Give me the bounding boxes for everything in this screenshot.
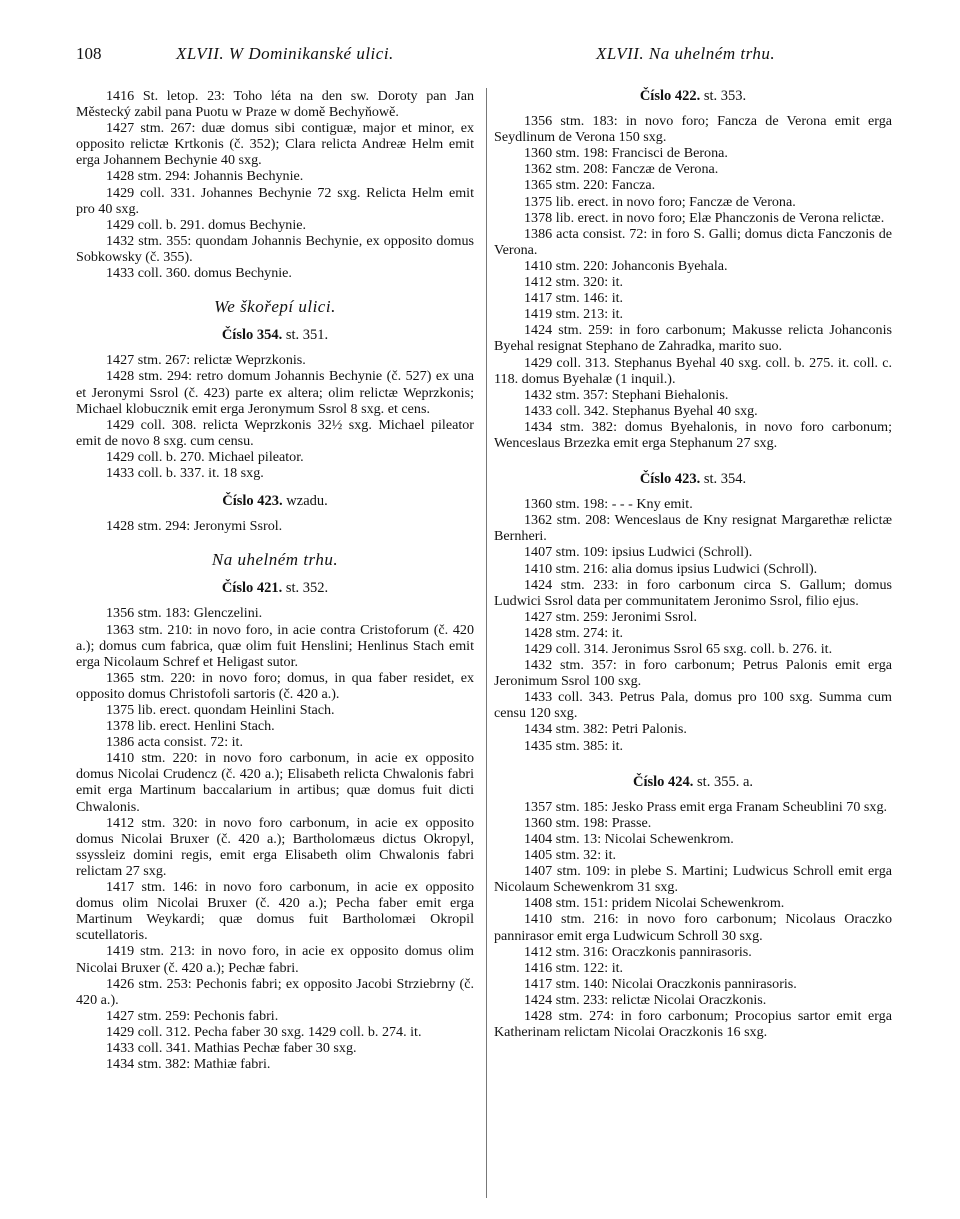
entry: 1410 stm. 216: in novo foro carbonum; Nicolaus Oraczko pannirasor emit erga Ludwicum Schroll 30 sxg. <box>494 911 892 944</box>
entry: 1433 coll. b. 337. it. 18 sxg. <box>106 464 264 481</box>
entry: 1427 stm. 267: duæ domus sibi contiguæ, major et minor, ex opposito relictæ Krtkonis (č. 352); Clara relicta Andreæ Helm emit erga Johannem Bechynie 40 sxg. <box>76 120 474 169</box>
entry: 1429 coll. b. 291. domus Bechynie. <box>106 216 307 233</box>
entry: 1427 stm. 259: Pechonis fabri. <box>106 1007 279 1024</box>
entry: 1378 lib. erect. in novo foro; Elæ Phanczonis de Verona relictæ. <box>524 209 885 226</box>
house-st: st. 355. a. <box>697 773 754 790</box>
left-column <box>76 88 474 1072</box>
entry: 1429 coll. 314. Jeronimus Ssrol 65 sxg. coll. b. 276. it. <box>524 641 833 657</box>
house-number: Číslo 423. <box>639 471 701 488</box>
spacer <box>494 754 892 762</box>
entry: 1434 stm. 382: Petri Palonis. <box>524 721 687 738</box>
entry: 1412 stm. 320: it. <box>524 274 624 291</box>
entry: 1404 stm. 13: Nicolai Schewenkrom. <box>524 830 734 847</box>
entry: 1356 stm. 183: Glenczelini. <box>106 605 263 622</box>
entry: 1433 coll. 342. Stephanus Byehal 40 sxg. <box>524 402 758 419</box>
entry: 1362 stm. 208: Wenceslaus de Kny resignat Margarethæ relictæ Bernheri. <box>494 512 892 545</box>
entry: 1434 stm. 382: domus Byehalonis, in novo foro carbonum; Wenceslaus Brzezka emit erga Stephanum 27 sxg. <box>494 418 892 451</box>
running-title-right: XLVII. Na uhelném trhu. <box>596 44 776 63</box>
entry: 1428 stm. 294: retro domum Johannis Bechynie (č. 527) ex una et Jeronymi Ssrol (č. 423) parte ex altera; olim relictæ Weprzkonis; Michael klobucznik emit erga Jeronymum Ssrol 8 sxg. et cens. <box>76 368 474 417</box>
house-heading <box>494 774 892 790</box>
entry: 1434 stm. 382: Mathiæ fabri. <box>106 1056 271 1073</box>
entry: 1429 coll. 308. relicta Weprzkonis 32½ sxg. Michael pileator emit de novo 8 sxg. cum censu. <box>76 416 474 449</box>
page-header <box>76 44 894 68</box>
entry: 1432 stm. 357: in foro carbonum; Petrus Palonis emit erga Jeronimum Ssrol 100 sxg. <box>494 657 892 690</box>
house-number: Číslo 423. <box>222 493 283 510</box>
house-st: st. 351. <box>285 327 329 344</box>
entry: 1424 stm. 233: in foro carbonum circa S. Gallum; domus Ludwici Ssrol data per communitatem Jeronimo Ssrol, filio ejus. <box>494 576 892 609</box>
entry: 1433 coll. 341. Mathias Pechæ faber 30 sxg. <box>106 1039 357 1056</box>
entry: 1419 stm. 213: in novo foro, in acie ex opposito domus olim Nicolai Bruxer (č. 420 a.); Pechæ fabri. <box>76 943 474 976</box>
column-divider <box>486 88 487 1198</box>
entry: 1405 stm. 32: it. <box>524 847 617 864</box>
house-number: Číslo 421. <box>221 580 283 597</box>
entry: 1410 stm. 220: in novo foro carbonum, in acie ex opposito domus Nicolai Crudencz (č. 420 a.); Elisabeth relicta Chwalonis fabri emit erga Martinum baccalarium in artibus; quæ domus fuit dicti Chwalonis. <box>76 750 474 815</box>
entry: 1424 stm. 259: in foro carbonum; Makusse relicta Johanconis Byehal resignat Stephano de Zahradka, marito suo. <box>494 322 892 355</box>
page-number: 108 <box>76 44 102 63</box>
entry: 1360 stm. 198: - - - Kny emit. <box>524 496 693 513</box>
entry: 1432 stm. 357: Stephani Biehalonis. <box>524 386 729 403</box>
entry: 1362 stm. 208: Fanczæ de Verona. <box>524 161 719 178</box>
entry: 1417 stm. 146: it. <box>524 290 624 307</box>
house-number: Číslo 422. <box>639 88 701 104</box>
entry: 1427 stm. 267: relictæ Weprzkonis. <box>106 352 306 369</box>
entry: 1410 stm. 220: Johanconis Byehala. <box>524 257 728 274</box>
entry: 1357 stm. 185: Jesko Prass emit erga Franam Scheublini 70 sxg. <box>524 798 888 815</box>
entry: 1375 lib. erect. in novo foro; Fanczæ de Verona. <box>524 193 796 210</box>
entry: 1407 stm. 109: ipsius Ludwici (Schroll). <box>524 544 753 561</box>
entry: 1427 stm. 259: Jeronimi Ssrol. <box>524 608 698 625</box>
house-st: st. 353. <box>703 88 747 104</box>
house-heading <box>76 327 474 343</box>
section-title: Na uhelném trhu. <box>211 550 339 570</box>
entry: 1360 stm. 198: Francisci de Berona. <box>524 145 728 162</box>
house-heading <box>76 493 474 509</box>
entry: 1428 stm. 294: Jeronymi Ssrol. <box>106 518 283 535</box>
entry: 1428 stm. 274: in foro carbonum; Procopius sartor emit erga Katherinam relictam Nicolai Oraczkonis 16 sxg. <box>494 1007 892 1041</box>
entry: 1428 stm. 294: Johannis Bechynie. <box>106 168 304 185</box>
entry: 1386 acta consist. 72: in foro S. Galli; domus dicta Fanczonis de Verona. <box>494 225 892 258</box>
entry: 1429 coll. 312. Pecha faber 30 sxg. 1429 coll. b. 274. it. <box>106 1023 422 1040</box>
entry: 1429 coll. 313. Stephanus Byehal 40 sxg. coll. b. 275. it. coll. c. 118. domus Byehalæ (1 inquil.). <box>494 354 892 387</box>
entry: 1375 lib. erect. quondam Heinlini Stach. <box>106 702 335 718</box>
entry: 1433 coll. 360. domus Bechynie. <box>106 265 292 282</box>
intro-entries <box>76 88 474 281</box>
entry: 1363 stm. 210: in novo foro, in acie contra Cristoforum (č. 420 a.); domus cum fabrica, quæ olim fuit Henslini; Henlinus Stach emit erga Nicolaum Schref et Heligast sutor. <box>76 621 474 670</box>
entry: 1408 stm. 151: pridem Nicolai Schewenkrom. <box>524 895 785 912</box>
right-column <box>494 88 892 1040</box>
entry: 1429 coll. 331. Johannes Bechynie 72 sxg. Relicta Helm emit pro 40 sxg. <box>76 184 474 217</box>
entry: 1365 stm. 220: in novo foro; domus, in qua faber residet, ex opposito domus Christofoli sartoris (č. 420 a.). <box>76 669 474 702</box>
house-number: Číslo 354. <box>221 327 283 344</box>
spacer <box>494 451 892 459</box>
entry: 1378 lib. erect. Henlini Stach. <box>106 718 275 735</box>
entry: 1410 stm. 216: alia domus ipsius Ludwici (Schroll). <box>524 560 818 577</box>
entry: 1407 stm. 109: in plebe S. Martini; Ludwicus Schroll emit erga Nicolaum Schewenkrom 31 sxg. <box>494 863 892 896</box>
entry: 1426 stm. 253: Pechonis fabri; ex opposito Jacobi Strziebrny (č. 420 a.). <box>76 975 474 1008</box>
entry: 1433 coll. 343. Petrus Pala, domus pro 100 sxg. Summa cum censu 120 sxg. <box>494 689 892 722</box>
entry: 1356 stm. 183: in novo foro; Fancza de Verona emit erga Seydlinum de Verona 150 sxg. <box>494 113 892 146</box>
house-number: Číslo 424. <box>632 773 694 790</box>
entry: 1417 stm. 140: Nicolai Oraczkonis pannirasoris. <box>524 975 797 992</box>
entry: 1365 stm. 220: Fancza. <box>524 177 656 194</box>
entry: 1424 stm. 233: relictæ Nicolai Oraczkonis. <box>524 991 767 1008</box>
house-heading <box>494 471 892 487</box>
house-st: st. 352. <box>285 580 329 597</box>
entry: 1417 stm. 146: in novo foro carbonum, in acie ex opposito domus olim Nicolai Bruxer (č. 420 a.); Pecha faber emit erga Martinum Weykardi; quæ domus fuit Bartholomæi Okropil scutellatoris. <box>76 879 474 944</box>
section-title: We škořepí ulici. <box>214 297 336 317</box>
entry: 1360 stm. 198: Prasse. <box>524 814 652 831</box>
running-title-left: XLVII. W Dominikanské ulici. <box>176 44 394 63</box>
house-heading <box>494 88 892 104</box>
entry: 1419 stm. 213: it. <box>524 306 624 323</box>
entry: 1416 stm. 122: it. <box>524 959 624 976</box>
entry: 1429 coll. b. 270. Michael pileator. <box>106 448 304 465</box>
entry: 1435 stm. 385: it. <box>524 737 624 754</box>
entry: 1432 stm. 355: quondam Johannis Bechynie, ex opposito domus Sobkowsky (č. 355). <box>76 232 474 265</box>
entry: 1416 St. letop. 23: Toho léta na den sw. Doroty pan Jan Městecký zabil pana Puotu w Praze w domě Bechyňowě. <box>76 88 474 121</box>
entry: 1412 stm. 320: in novo foro carbonum, in acie ex opposito domus Nicolai Bruxer (č. 420 a.); Bartholomæus dictus Okropyl, ssyssleiz domini regis, emit erga Elisabeth olim Chwalonis fabri relictam 27 sxg. <box>76 814 474 879</box>
house-heading <box>76 580 474 596</box>
entry: 1412 stm. 316: Oraczkonis pannirasoris. <box>524 943 752 960</box>
house-st: wzadu. <box>286 493 328 510</box>
entry: 1386 acta consist. 72: it. <box>106 734 244 751</box>
house-st: st. 354. <box>703 471 747 488</box>
entry: 1428 stm. 274: it. <box>524 624 624 641</box>
